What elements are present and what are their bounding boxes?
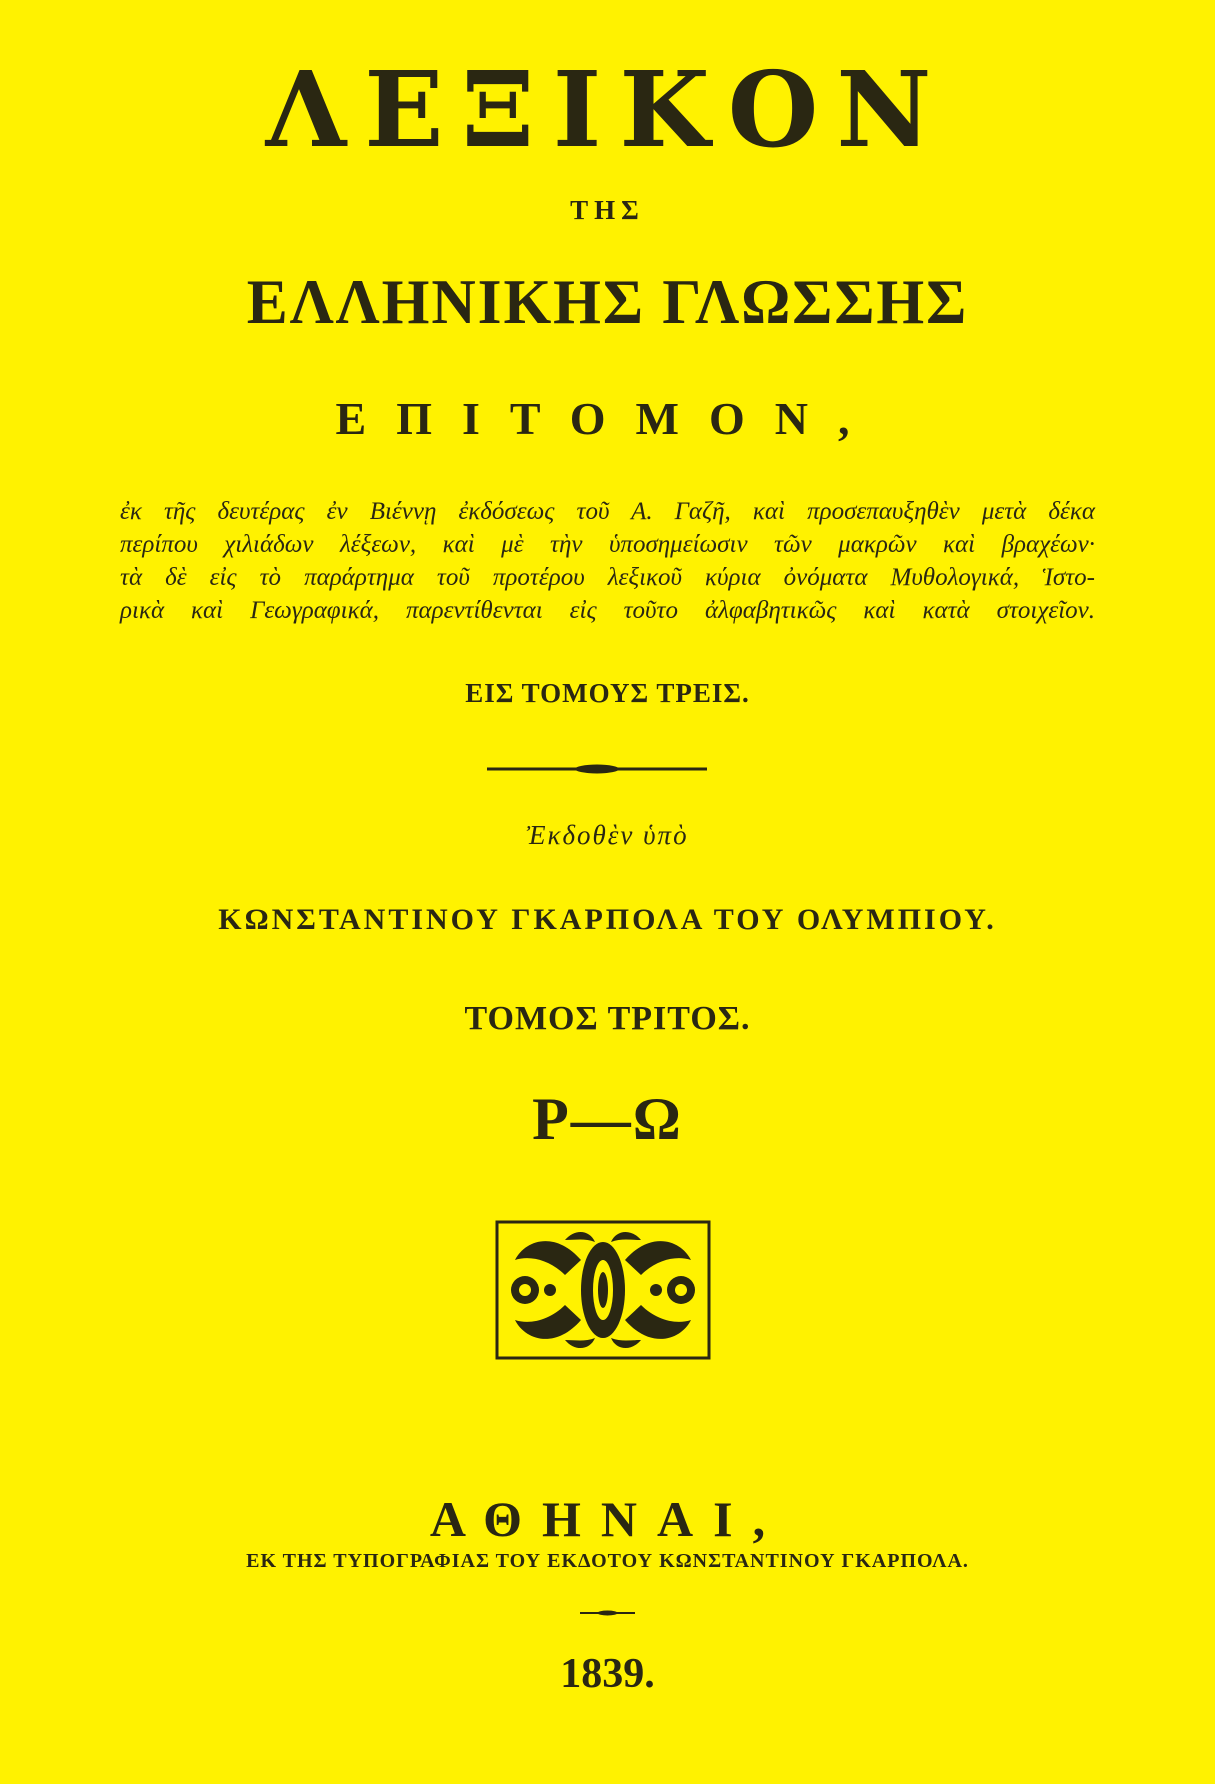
editor-name: ΚΩΝΣΤΑΝΤΙΝΟΥ ΓΚΑΡΠΟΛΑ ΤΟΥ ΟΛΥΜΠΙΟΥ. <box>218 903 997 936</box>
language-title: ΕΛΛΗΝΙΚΗΣ ΓΛΩΣΣΗΣ <box>246 266 969 337</box>
description-line: τὰ δὲ εἰς τὸ παράρτημα τοῦ προτέρου λεξικοῦ κύρια ὀνόματα Μυθολογικά, Ἱστο- <box>120 564 1095 591</box>
publication-year: 1839. <box>560 1651 655 1697</box>
book-title: ΛΕΞΙΚΟΝ <box>265 48 950 171</box>
edited-by-label: Ἐκδοθὲν ὑπὸ <box>526 820 689 850</box>
floral-ornament-icon <box>495 1220 711 1360</box>
description-line: ρικὰ καὶ Γεωγραφικά, παρεντίθενται εἰς τοῦτο ἀλφαβητικῶς καὶ κατὰ στοιχεῖον. <box>120 597 1095 624</box>
epitome-heading: ΕΠΙΤΟΜΟΝ, <box>335 393 880 444</box>
volumes-note: ΕΙΣ ΤΟΜΟΥΣ ΤΡΕΙΣ. <box>465 678 750 708</box>
title-connector: ΤΗΣ <box>570 195 645 225</box>
place-of-publication: ΑΘΗΝΑΙ, <box>429 1491 786 1547</box>
decorative-rule <box>487 764 707 774</box>
letter-range: Ρ—Ω <box>532 1086 683 1152</box>
description-line: περίπου χιλιάδων λέξεων, καὶ μὲ τὴν ὑποσημείωσιν τῶν μακρῶν καὶ βραχέων· <box>120 531 1095 558</box>
small-rule <box>580 1610 635 1616</box>
description-line: ἐκ τῆς δευτέρας ἐν Βιέννῃ ἐκδόσεως τοῦ Α. Γαζῆ, καὶ προσεπαυξηθὲν μετὰ δέκα <box>120 498 1095 525</box>
volume-label: ΤΟΜΟΣ ΤΡΙΤΟΣ. <box>464 1000 751 1037</box>
printer-line: ΕΚ ΤΗΣ ΤΥΠΟΓΡΑΦΙΑΣ ΤΟΥ ΕΚΔΟΤΟΥ ΚΩΝΣΤΑΝΤΙΝΟΥ ΓΚΑΡΠΟΛΑ. <box>246 1550 969 1572</box>
description-paragraph <box>120 495 1095 627</box>
